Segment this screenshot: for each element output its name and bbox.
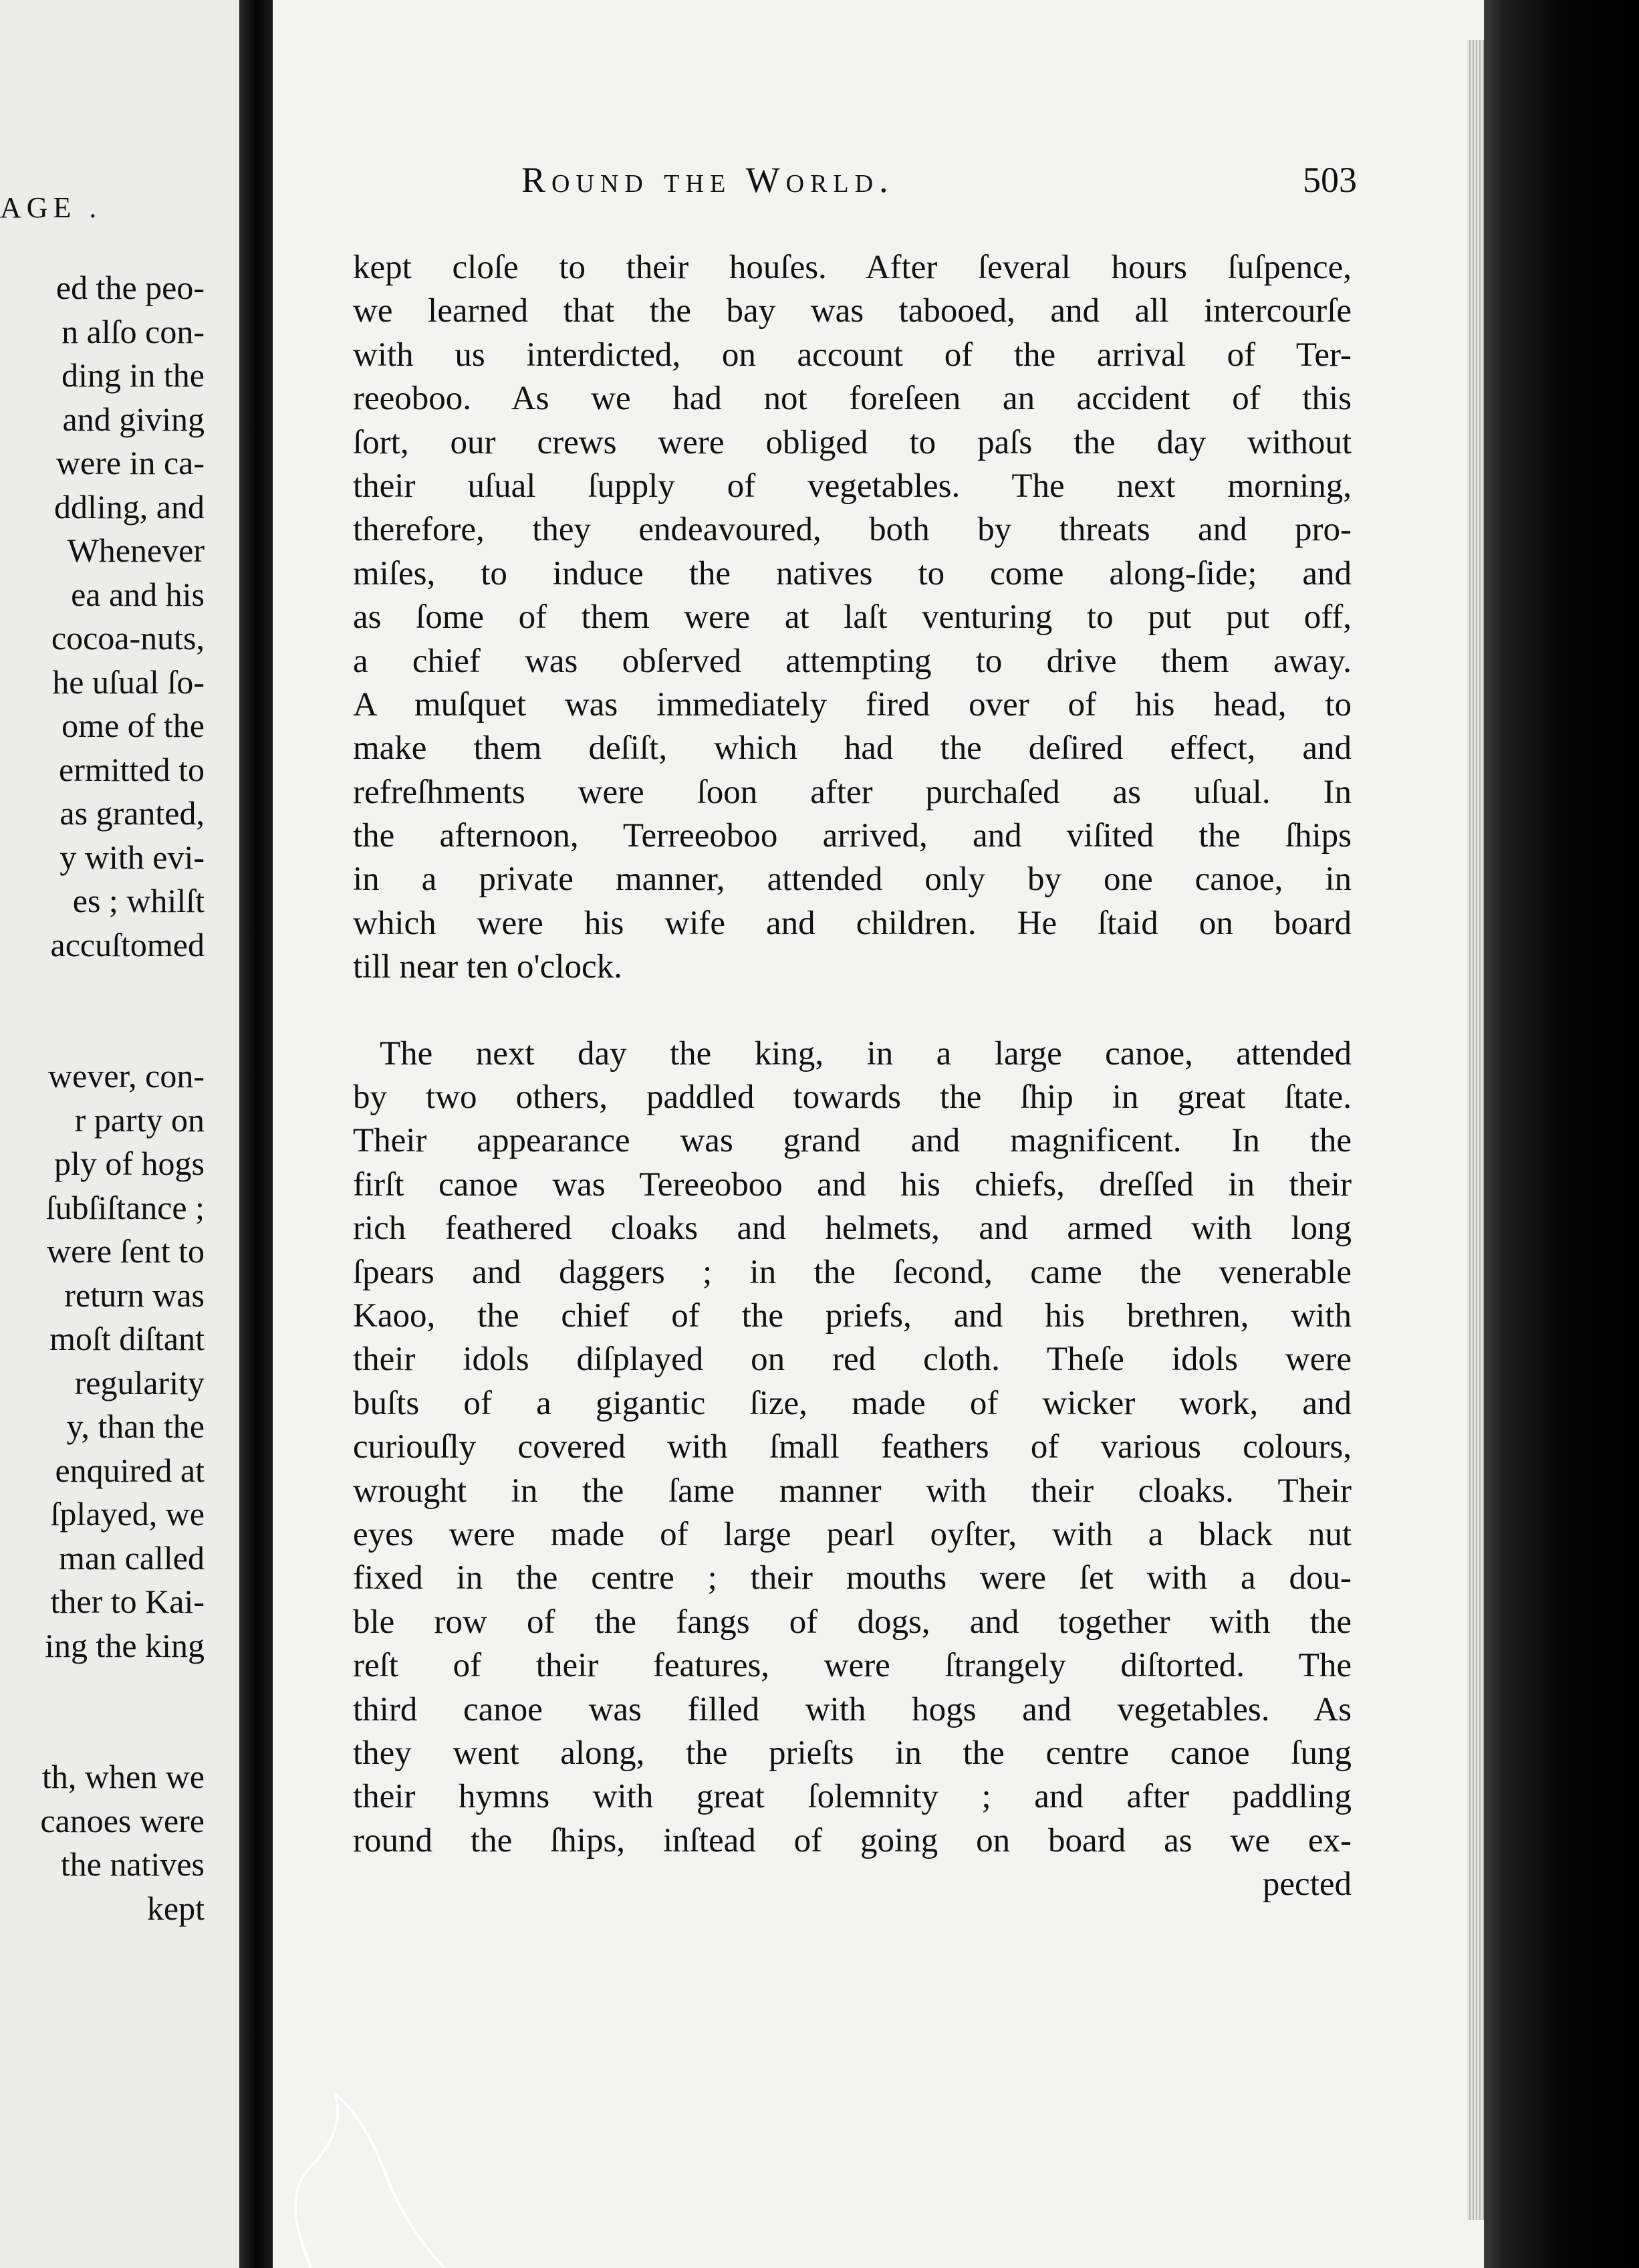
catchword: pected xyxy=(1262,1865,1352,1904)
text-line: buſts of a gigantic ſize, made of wicker work, and xyxy=(353,1384,1352,1422)
text-line: their hymns with great ſolemnity ; and after paddling xyxy=(353,1778,1352,1816)
left-page-line: ſplayed, we xyxy=(50,1495,205,1533)
left-page-line: th, when we xyxy=(42,1758,205,1795)
left-page-line: kept xyxy=(146,1889,205,1927)
left-page-line: ed the peo- xyxy=(55,269,205,306)
text-line: therefore, they endeavoured, both by threats and pro- xyxy=(353,511,1352,549)
left-page-line: Whenever xyxy=(67,532,205,569)
text-line: ſpears and daggers ; in the ſecond, came the venerable xyxy=(353,1253,1352,1291)
text-line: their idols diſplayed on red cloth. Theſe idols were xyxy=(353,1341,1352,1379)
text-line: which were his wife and children. He ſtaid on board xyxy=(353,904,1352,942)
text-line: fixed in the centre ; their mouths were ſet with a dou- xyxy=(353,1559,1352,1597)
left-page-line xyxy=(0,1011,205,1055)
left-page-line: accuſtomed xyxy=(50,925,205,963)
left-page-line: he uſual ſo- xyxy=(52,663,205,701)
left-page-line: the natives xyxy=(60,1845,205,1883)
book-gutter xyxy=(239,0,273,2268)
left-running-head: AGE . xyxy=(0,191,102,224)
text-line: reſt of their features, were ſtrangely diſtorted. The xyxy=(353,1647,1352,1685)
left-page-line: ther to Kai- xyxy=(50,1583,205,1620)
running-head xyxy=(521,159,1357,213)
left-page-line: ſubſiſtance ; xyxy=(45,1188,205,1226)
left-page-line xyxy=(0,1712,205,1756)
text-line: make them deſiſt, which had the deſired effect, and xyxy=(353,729,1352,768)
text-line: rich feathered cloaks and helmets, and armed with long xyxy=(353,1210,1352,1248)
text-line: their uſual ſupply of vegetables. The next morning, xyxy=(353,467,1352,505)
text-line: with us interdicted, on account of the arrival of Ter- xyxy=(353,336,1352,374)
left-page xyxy=(0,0,239,2268)
text-line: The next day the king, in a large canoe, attended xyxy=(380,1034,1352,1072)
left-page-line: es ; whilſt xyxy=(72,882,205,919)
text-line: ſort, our crews were obliged to paſs the day without xyxy=(353,423,1352,461)
text-line: reeoboo. As we had not foreſeen an accident of this xyxy=(353,380,1352,418)
left-page-line: ing the king xyxy=(45,1626,205,1664)
left-page-line: ea and his xyxy=(71,575,205,613)
text-line: they went along, the prieſts in the centre canoe ſung xyxy=(353,1734,1352,1772)
running-title: Round the World. xyxy=(521,160,894,200)
left-page-line: regularity xyxy=(74,1363,205,1401)
text-line: kept cloſe to their houſes. After ſeveral hours ſuſpence, xyxy=(353,249,1352,286)
text-line: third canoe was filled with hogs and vegetables. As xyxy=(353,1690,1352,1728)
paragraph-break xyxy=(353,990,1352,1032)
left-page-line xyxy=(0,967,205,1011)
left-page-line: n alſo con- xyxy=(61,312,205,350)
left-page-line: were ſent to xyxy=(46,1232,205,1270)
left-page-line: ddling, and xyxy=(54,487,205,526)
text-line: wrought in the ſame manner with their cloaks. Their xyxy=(353,1472,1352,1510)
text-line: we learned that the bay was tabooed, and all intercourſe xyxy=(353,292,1352,330)
text-line: ble row of the fangs of dogs, and together with the xyxy=(353,1603,1352,1641)
left-page-line: y, than the xyxy=(66,1407,205,1445)
pencil-scribble-mark xyxy=(271,2019,458,2268)
left-page-line: moſt diſtant xyxy=(49,1320,205,1357)
body-text xyxy=(353,246,1352,1906)
left-page-line: ermitted to xyxy=(59,750,205,788)
text-line: curiouſly covered with ſmall feathers of various colours, xyxy=(353,1428,1352,1466)
left-page-line: and giving xyxy=(62,400,205,438)
left-page-line: ome of the xyxy=(61,707,205,744)
left-page-text xyxy=(0,266,205,1930)
left-page-line: ding in the xyxy=(61,356,205,394)
left-page-line: y with evi- xyxy=(59,838,205,876)
left-page-line: r party on xyxy=(74,1101,205,1139)
text-line: miſes, to induce the natives to come along-ſide; and xyxy=(353,554,1352,592)
left-page-line: enquired at xyxy=(55,1451,205,1489)
text-line: eyes were made of large pearl oyſter, with a black nut xyxy=(353,1515,1352,1553)
text-line: in a private manner, attended only by one canoe, in xyxy=(353,861,1352,899)
left-page-line: were in ca- xyxy=(55,444,205,481)
left-page-line: wever, con- xyxy=(48,1057,205,1095)
left-page-line: man called xyxy=(59,1539,205,1577)
text-line: as ſome of them were at laſt venturing to put put off, xyxy=(353,598,1352,637)
left-page-line: ply of hogs xyxy=(54,1145,205,1182)
text-line: the afternoon, Terreeoboo arrived, and viſited the ſhips xyxy=(353,817,1352,855)
text-line: A muſquet was immediately fired over of his head, to xyxy=(353,685,1352,723)
text-line: till near ten o'clock. xyxy=(353,948,622,986)
text-line: round the ſhips, inſtead of going on board as we ex- xyxy=(353,1821,1352,1859)
paragraph-1 xyxy=(353,246,1352,990)
left-page-line: return was xyxy=(64,1276,205,1314)
paragraph-2 xyxy=(353,1032,1352,1863)
left-page-line xyxy=(0,1668,205,1712)
left-page-line: as granted, xyxy=(59,794,205,832)
page-number: 503 xyxy=(1303,160,1357,200)
left-page-line: canoes were xyxy=(40,1801,205,1839)
text-line: by two others, paddled towards the ſhip in great ſtate. xyxy=(353,1079,1352,1117)
text-line: firſt canoe was Tereeoboo and his chiefs, dreſſed in their xyxy=(353,1165,1352,1204)
text-line: Kaoo, the chief of the priefs, and his brethren, with xyxy=(353,1296,1352,1335)
left-page-line: cocoa-nuts, xyxy=(51,619,205,657)
text-line: refreſhments were ſoon after purchaſed as uſual. In xyxy=(353,773,1352,811)
text-line: Their appearance was grand and magnificent. In the xyxy=(353,1122,1352,1160)
text-line: a chief was obſerved attempting to drive them away. xyxy=(353,642,1352,680)
book-edge-shadow xyxy=(1484,0,1639,2268)
